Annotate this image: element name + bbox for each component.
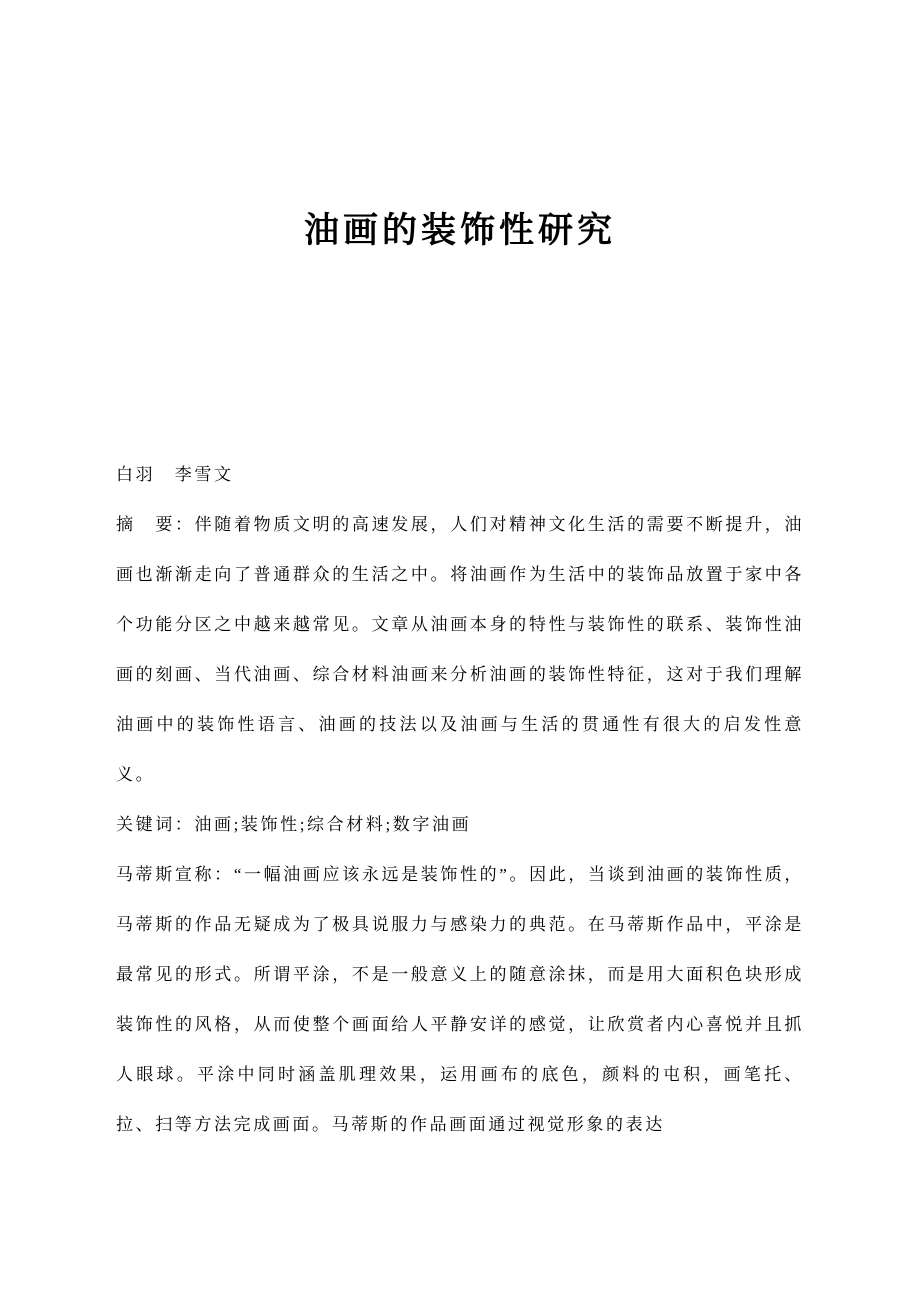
keywords-line: 关键词：油画;装饰性;综合材料;数字油画 [116, 815, 472, 835]
body-paragraph: 马蒂斯宣称：“一幅油画应该永远是装饰性的”。因此，当谈到油画的装饰性质，马蒂斯的作品无疑成为了极具说服力与感染力的典范。在马蒂斯作品中，平涂是最常见的形式。所谓平涂，不是一般意义上的随意涂抹，而是用大面积色块形成装饰性的风格，从而使整个画面给人平静安详的感觉，让欣赏者内心喜悦并且抓人眼球。平涂中同时涵盖肌理效果，运用画布的底色，颜料的屯积，画笔托、拉、扫等方法完成画面。马蒂斯的作品画面通过视觉形象的表达 [116, 865, 804, 1135]
author-line: 白羽 李雪文 [116, 465, 234, 485]
document-title: 油画的装饰性研究 [303, 211, 616, 250]
document-body [0, 450, 920, 1150]
abstract-paragraph: 摘 要：伴随着物质文明的高速发展，人们对精神文化生活的需要不断提升，油画也渐渐走向了普通群众的生活之中。将油画作为生活中的装饰品放置于家中各个功能分区之中越来越常见。文章从油画本身的特性与装饰性的联系、装饰性油画的刻画、当代油画、综合材料油画来分析油画的装饰性特征，这对于我们理解油画中的装饰性语言、油画的技法以及油画与生活的贯通性有很大的启发性意义。 [116, 515, 804, 785]
